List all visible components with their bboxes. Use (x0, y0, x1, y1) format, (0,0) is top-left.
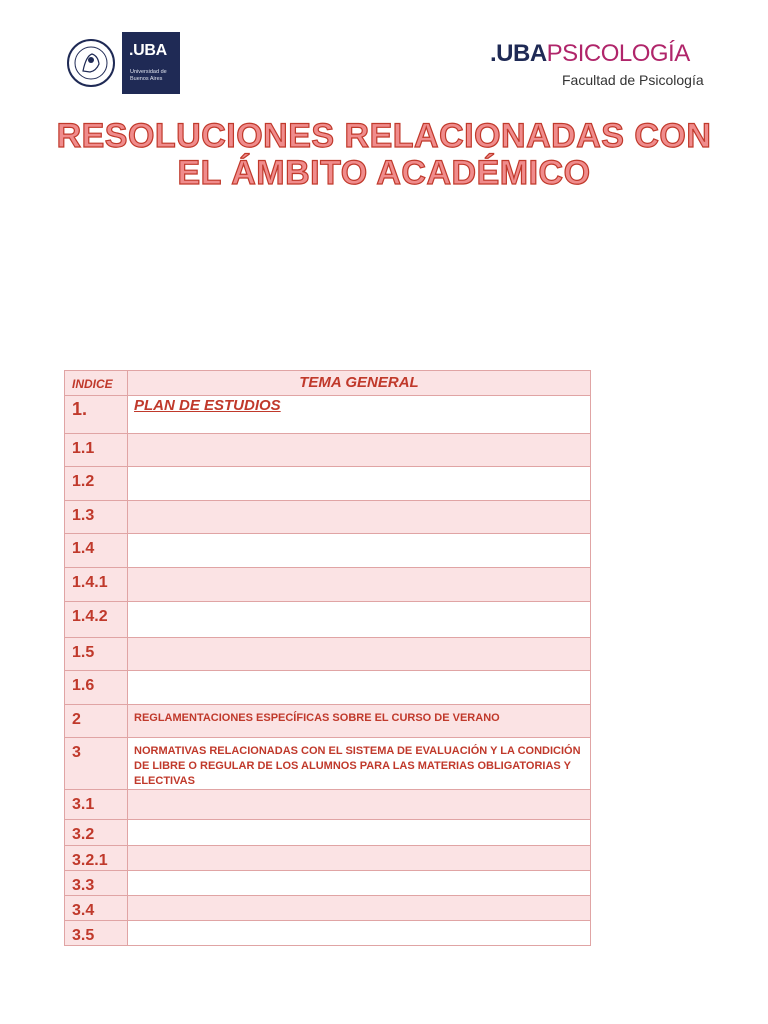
topic-label (128, 671, 590, 677)
index-cell (65, 396, 128, 434)
university-seal-icon (66, 38, 116, 88)
brand-psicologia-text: PSICOLOGÍA (546, 40, 690, 67)
topic-cell (128, 638, 591, 671)
topic-label (128, 568, 590, 574)
topic-cell (128, 896, 591, 921)
table-row (65, 501, 591, 534)
index-cell (65, 820, 128, 846)
topic-cell (128, 467, 591, 501)
table-row (65, 602, 591, 638)
table-header-row (65, 371, 591, 396)
uba-logo-text: .UBA (129, 42, 167, 59)
topic-cell (128, 820, 591, 846)
topic-label (128, 896, 590, 902)
index-label: 1. (72, 399, 88, 419)
topic-cell (128, 671, 591, 705)
topic-label (128, 638, 590, 644)
topic-cell (128, 434, 591, 467)
topic-cell (128, 846, 591, 871)
topic-cell (128, 738, 591, 790)
table-row (65, 671, 591, 705)
index-cell (65, 671, 128, 705)
topic-cell (128, 396, 591, 434)
index-label: 3.2.1 (72, 852, 108, 869)
topic-label (128, 434, 590, 440)
index-label: 1.2 (72, 473, 95, 490)
topic-cell (128, 921, 591, 946)
topic-label: PLAN DE ESTUDIOS (134, 397, 281, 414)
index-label: 1.6 (72, 677, 95, 694)
index-cell (65, 738, 128, 790)
index-label: 1.4.1 (72, 574, 108, 591)
index-label: 1.1 (72, 440, 95, 457)
uba-logo (122, 32, 180, 94)
index-label: 1.4 (72, 540, 95, 557)
table-row (65, 896, 591, 921)
table-row (65, 568, 591, 602)
page-header (0, 0, 768, 110)
index-cell (65, 467, 128, 501)
topic-label (128, 790, 590, 796)
table-row (65, 396, 591, 434)
topic-cell (128, 790, 591, 820)
table-row (65, 738, 591, 790)
index-label: 2 (72, 711, 81, 728)
index-cell (65, 896, 128, 921)
index-label: 1.4.2 (72, 608, 108, 625)
uba-logo-subtitle: Universidad de Buenos Aires (130, 69, 167, 82)
topic-cell (128, 871, 591, 896)
index-label: 1.3 (72, 507, 95, 524)
index-label: 3.3 (72, 877, 95, 894)
table-row (65, 846, 591, 871)
index-label: 1.5 (72, 644, 95, 661)
table-row (65, 790, 591, 820)
index-cell (65, 846, 128, 871)
faculty-name: Facultad de Psicología (562, 72, 704, 88)
index-label: 3.5 (72, 927, 95, 944)
index-cell (65, 602, 128, 638)
topic-cell (128, 534, 591, 568)
topic-cell (128, 568, 591, 602)
index-cell (65, 705, 128, 738)
topic-label (128, 467, 590, 473)
table-row (65, 705, 591, 738)
index-cell (65, 501, 128, 534)
faculty-brand (490, 40, 710, 88)
topic-label (128, 871, 590, 877)
topic-label (128, 602, 590, 608)
brand-uba-text: .UBA (490, 40, 547, 67)
index-label: 3.2 (72, 826, 95, 843)
topic-cell (128, 705, 591, 738)
index-cell (65, 434, 128, 467)
index-table (64, 370, 591, 946)
table-row (65, 871, 591, 896)
index-label: 3.4 (72, 902, 95, 919)
page-title (50, 118, 718, 192)
index-cell (65, 638, 128, 671)
index-label: 3 (72, 744, 81, 761)
title-line-2: EL ÁMBITO ACADÉMICO (177, 154, 591, 192)
topic-cell (128, 602, 591, 638)
table-row (65, 820, 591, 846)
topic-label: NORMATIVAS RELACIONADAS CON EL SISTEMA DE EVALUACIÓN Y LA CONDICIÓN DE LIBRE O REGULAR DE LOS ALUMNOS PARA LAS MATERIAS OBLIGATORIAS Y ELECTIVAS (134, 745, 581, 787)
header-topic-label: TEMA GENERAL (299, 374, 419, 391)
topic-label (128, 820, 590, 826)
topic-label (128, 921, 590, 927)
topic-label (128, 846, 590, 852)
table-row (65, 434, 591, 467)
header-index-cell (65, 371, 128, 396)
title-line-1: RESOLUCIONES RELACIONADAS CON (56, 117, 712, 155)
index-label: 3.1 (72, 796, 95, 813)
table-row (65, 921, 591, 946)
topic-cell (128, 501, 591, 534)
header-topic-cell (128, 371, 591, 396)
table-row (65, 534, 591, 568)
index-cell (65, 534, 128, 568)
table-row (65, 467, 591, 501)
table-row (65, 638, 591, 671)
index-cell (65, 921, 128, 946)
header-index-label: INDICE (72, 377, 113, 391)
index-cell (65, 568, 128, 602)
index-cell (65, 871, 128, 896)
topic-label (128, 534, 590, 540)
topic-label: REGLAMENTACIONES ESPECÍFICAS SOBRE EL CURSO DE VERANO (134, 712, 500, 724)
index-cell (65, 790, 128, 820)
topic-label (128, 501, 590, 507)
